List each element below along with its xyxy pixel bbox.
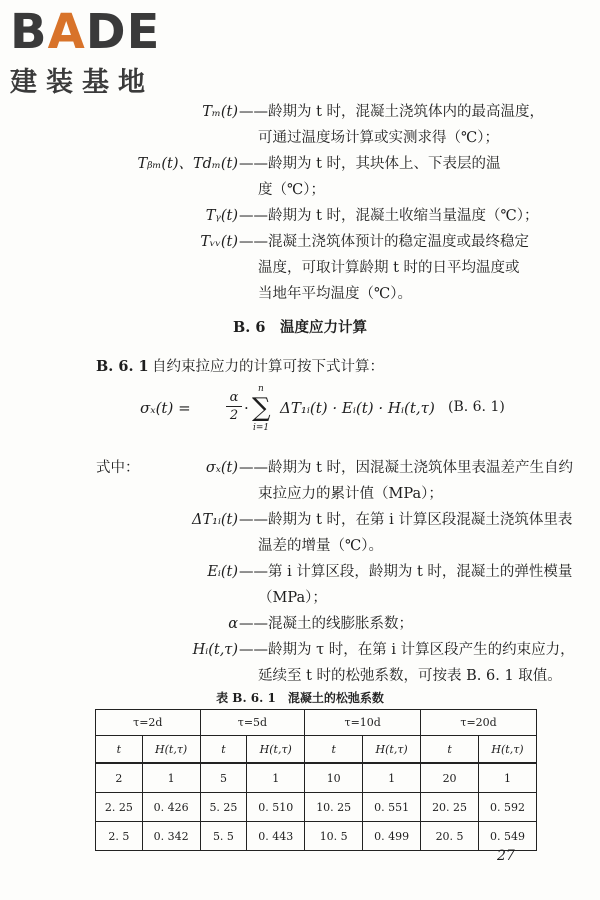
group-header: τ=10d [305,710,421,736]
def-symbol: ΔT₁ᵢ(t) [191,512,238,528]
def-symbol: Hᵢ(t,τ) [192,642,238,658]
def-text: 度（℃）； [258,182,325,198]
def-text: ——龄期为 t 时，在第 i 计算区段混凝土浇筑体里表 [239,512,573,528]
group-header: τ=20d [421,710,537,736]
table-cell: 5. 25 [200,793,247,822]
table-cell: 5 [200,763,247,793]
table-cell: 0. 443 [247,822,305,851]
def-symbol: Tᵥᵥ(t) [200,234,238,250]
bade-logo [10,4,178,98]
table-cell: 10. 5 [305,822,363,851]
table-group-header-row [96,710,537,736]
table-caption: 表 B. 6. 1 混凝土的松弛系数 [216,691,384,705]
def-text: ——龄期为 t 时，混凝土浇筑体内的最高温度， [239,104,545,120]
logo-wordmark: BADE [10,4,161,60]
table-cell: 20 [421,763,479,793]
def-symbol: Eᵢ(t) [207,564,238,580]
relaxation-coefficient-table [95,709,537,851]
equation-b-6-1 [140,384,580,440]
table-subheader-row [96,736,537,764]
fraction-denominator: 2 [229,408,239,423]
section-title: B. 6 温度应力计算 [233,319,367,336]
def-text: 可通过温度场计算或实测求得（℃）； [258,130,499,146]
column-header: t [96,736,143,764]
table-cell: 1 [479,763,537,793]
page-number: 27 [497,848,515,864]
def-symbol: Tᵦₘ(t)、Tdₘ(t) [137,156,238,172]
def-text: 束拉应力的累计值（MPa）； [258,486,443,502]
sum-lower-limit: i=1 [253,423,270,433]
table-row [96,822,537,851]
def-text: ——第 i 计算区段，龄期为 t 时，混凝土的弹性模量 [239,564,573,580]
summation-sign: ∑ [252,393,271,423]
table-cell: 5. 5 [200,822,247,851]
clause-text: 自约束拉应力的计算可按下式计算： [152,359,384,375]
table-cell: 2. 5 [96,822,143,851]
def-text: ——龄期为 t 时，因混凝土浇筑体里表温差产生自约 [239,460,574,476]
table-cell: 1 [142,763,200,793]
def-text: ——龄期为 τ 时，在第 i 计算区段产生的约束应力， [239,642,575,658]
column-header: H(t,τ) [142,736,200,764]
def-text: 当地年平均温度（℃）。 [258,286,412,302]
clause-number: B. 6. 1 [96,358,149,375]
equation-rhs: ΔT₁ᵢ(t) · Eᵢ(t) · Hᵢ(t,τ) [280,399,435,417]
def-symbol: Tᵧ(t) [205,208,238,224]
def-text: ——混凝土的线膨胀系数； [239,616,413,632]
table-cell: 0. 499 [363,822,421,851]
table-cell: 2. 25 [96,793,143,822]
table-cell: 0. 510 [247,793,305,822]
table-cell: 0. 592 [479,793,537,822]
def-symbol: σₓ(t) [205,460,238,476]
equation-fraction [226,390,242,423]
def-text: 温差的增量（℃）。 [258,538,383,554]
table-cell: 0. 549 [479,822,537,851]
table-cell: 10. 25 [305,793,363,822]
fraction-numerator: α [229,390,239,405]
def-text: 温度，可取计算龄期 t 时的日平均温度或 [258,260,520,276]
column-header: t [421,736,479,764]
equation-lhs: σₓ(t) = [140,399,191,417]
def-text: ——混凝土浇筑体预计的稳定温度或最终稳定 [239,234,529,250]
table-cell: 0. 551 [363,793,421,822]
table-cell: 1 [363,763,421,793]
table-cell: 0. 426 [142,793,200,822]
table-cell: 0. 342 [142,822,200,851]
table-cell: 1 [247,763,305,793]
column-header: H(t,τ) [479,736,537,764]
def-text: ——龄期为 t 时，混凝土收缩当量温度（℃）； [239,208,539,224]
def-symbol: α [228,616,238,632]
table-cell: 10 [305,763,363,793]
sum-upper-limit: n [258,384,264,394]
table-row [96,763,537,793]
table-cell: 20. 25 [421,793,479,822]
table-row [96,793,537,822]
defs-lead: 式中： [96,460,140,476]
fraction-bar [226,406,242,407]
def-text: 延续至 t 时的松弛系数，可按表 B. 6. 1 取值。 [258,668,562,684]
column-header: H(t,τ) [363,736,421,764]
def-symbol: Tₘ(t) [202,104,238,120]
def-text: （MPa）； [258,590,327,606]
group-header: τ=2d [96,710,201,736]
dot-operator: · [244,399,249,417]
table-cell: 2 [96,763,143,793]
column-header: H(t,τ) [247,736,305,764]
group-header: τ=5d [200,710,305,736]
table-cell: 20. 5 [421,822,479,851]
def-text: ——龄期为 t 时，其块体上、下表层的温 [239,156,501,172]
equation-number: (B. 6. 1) [448,399,505,415]
column-header: t [305,736,363,764]
column-header: t [200,736,247,764]
logo-chinese-name: 建装基地 [10,67,154,98]
